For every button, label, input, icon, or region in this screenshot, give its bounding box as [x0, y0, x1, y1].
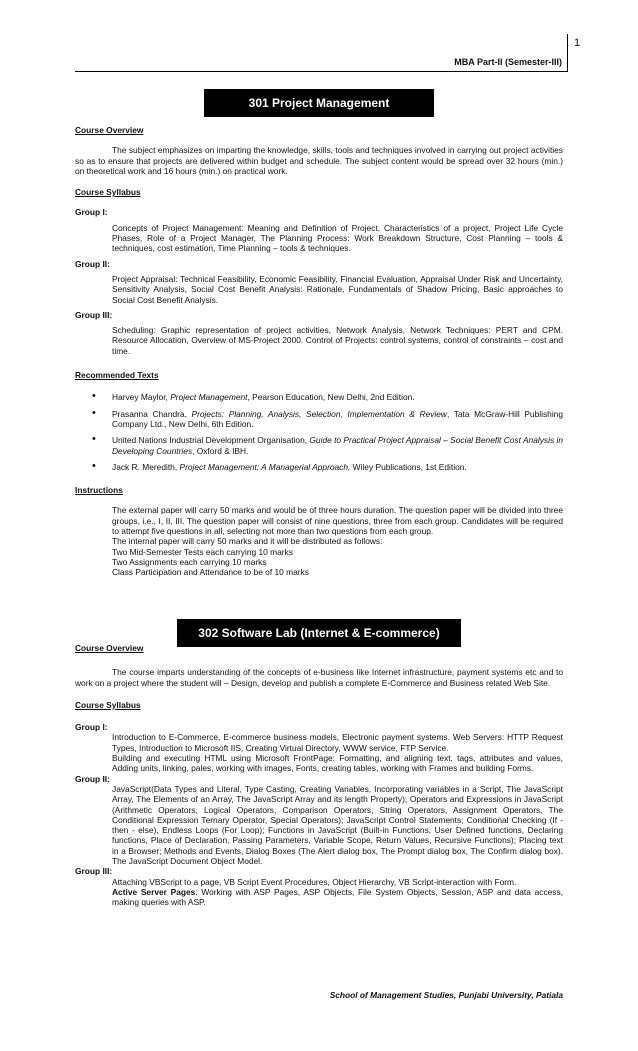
course-overview-text: The course imparts understanding of the concepts of e-business like Internet infrastructure, payment systems etc and to work on a project where the student will – Design, develop and publish a complete E-Commerce and Business related Web Site.: [75, 667, 563, 688]
group-2-text: Project Appraisal: Technical Feasibility, Economic Feasibility, Financial Evaluation, Appraisal Under Risk and Uncertainty, Sensitivity Analysis, Social Cost Benefit Analysis: Rationale, Fundamentals of Shadow Pricing, Basic approaches to Social Cost Benefit Analysis.: [112, 273, 563, 305]
course-overview-heading: Course Overview: [75, 643, 144, 653]
text-item: • United Nations Industrial Development Organisation, Guide to Practical Project Appraisal – Social Benefit Cost Analysis in Developing Countries, Oxford & IBH.: [75, 435, 563, 456]
header-course-title: MBA Part-II (Semester-III): [454, 57, 562, 67]
text-item: • Prasanna Chandra, Projects: Planning, Analysis, Selection, Implementation & Review, Tata McGraw-Hill Publishing Company Ltd., New Delhi, 6th Edition.: [75, 409, 563, 430]
group-3-text: Active Server Pages: Working with ASP Pages, ASP Objects, File System Objects, Session, ASP and data access, making queries with ASP.: [112, 886, 563, 908]
group-3-block: [75, 877, 563, 908]
instruction-line: Class Participation and Attendance to be of 10 marks: [112, 567, 309, 578]
recommended-texts-heading: Recommended Texts: [75, 370, 159, 381]
group-3-text: Attaching VBScript to a page, VB Script Event Procedures, Object Hierarchy, VB Script-interaction with Form.: [112, 876, 517, 887]
paper-301-title: 301 Project Management: [204, 89, 434, 117]
group-1-block: [75, 732, 563, 773]
course-syllabus-heading: Course Syllabus: [75, 699, 141, 710]
header-rule: [75, 71, 567, 72]
group-1-label: Group I:: [75, 722, 108, 733]
instruction-line: Two Mid-Semester Tests each carrying 10 marks: [112, 546, 293, 557]
text-item: • Jack R. Meredith, Project Management: A Managerial Approach, Wiley Publications, 1st Edition.: [75, 462, 563, 472]
footer-institution: School of Management Studies, Punjabi University, Patiala: [329, 990, 563, 1000]
group-3-label: Group III:: [75, 309, 113, 320]
instruction-line: The external paper will carry 50 marks and would be of three hours duration. The question paper will be divided into three groups, i.e., I, II, III. The question paper will consist of nine questions, three from each group. Candidates will be required to attempt five questions in all, selecting not more than two questions from each group.: [112, 505, 563, 537]
header-vertical-rule: [567, 34, 568, 72]
paper-302-content: [75, 643, 563, 908]
group-1-text: Introduction to E-Commerce, E-commerce business models, Electronic payment systems. Web Servers: HTTP Request Types, Introduction to Microsoft IIS, Creating Virtual Directory, WWW service, FTP Service.: [112, 732, 563, 753]
recommended-texts-list: [75, 392, 563, 472]
group-1-label: Group I:: [75, 207, 108, 218]
course-syllabus-heading: Course Syllabus: [75, 187, 141, 198]
group-3-text: Scheduling: Graphic representation of project activities, Network Analysis, Network Techniques: PERT and CPM. Resource Allocation, Overview of MS-Project 2000. Control of Projects: control systems, control of constraints – cost and time.: [112, 325, 563, 356]
paper-301-content: [75, 125, 563, 578]
group-3-label: Group III:: [75, 866, 113, 877]
paper-302-title: 302 Software Lab (Internet & E-commerce): [177, 619, 461, 647]
instruction-line: The internal paper will carry 50 marks and it will be distributed as follows:: [112, 536, 383, 547]
group-2-label: Group II:: [75, 773, 110, 784]
group-2-label: Group II:: [75, 258, 110, 269]
group-2-text: JavaScript(Data Types and Literal, Type Casting, Creating Variables, Incorporating variables in a Script, The JavaScript Array, The Elements of an Array, The JavaScript Array and its length Property); Operators and Expressions in JavaScript (Arithmetic Operators, Logical Operators, Comparison Operators, String Operators, Assignment Operators, The Conditional Expression Ternary Operator, Special Operators); JavaScript Control Statements; Conditional Checking (If - then - else), Endless Loops (For Loop); Functions in JavaScript (Built-in Functions, User Defined functions, Declaring functions, Place of Declaration, Passing Parameters, Variable Scope, Return Values, Recursive Functions); Placing text in a Browser; Methods and Events, Dialog Boxes (The Alert dialog box, The Prompt dialog box, The Confirm dialog box). The JavaScript Document Object Model.: [112, 783, 563, 867]
group-1-text: Building and executing HTML using Microsoft FrontPage: Formatting, and aligning text, tags, attributes and values, Adding units, linking, pales, working with images, Fonts, creating tables, working with Frames and building Forms.: [112, 753, 563, 774]
instructions-heading: Instructions: [75, 485, 123, 496]
course-overview-text: The subject emphasizes on imparting the knowledge, skills, tools and techniques involved in carrying out project activities so as to ensure that projects are delivered within budget and schedule. The subject content would be spread over 32 hours (min.) on theoretical work and 16 hours (min.) on practical work.: [75, 145, 563, 176]
instructions-block: [75, 505, 563, 577]
course-overview-heading: Course Overview: [75, 125, 144, 135]
page-number: 1: [574, 37, 581, 49]
group-1-text: Concepts of Project Management: Meaning and Definition of Project, Characteristics of a project, Project Life Cycle Phases, Role of a Project Manager, The Planning Process: Work Breakdown Structure, Cost Planning – tools & techniques, cost estimation, Time Planning – tools & techniques.: [112, 222, 563, 254]
instruction-line: Two Assignments each carrying 10 marks: [112, 556, 267, 567]
text-item: • Harvey Maylor, Project Management, Pearson Education, New Delhi, 2nd Edition.: [75, 392, 563, 402]
